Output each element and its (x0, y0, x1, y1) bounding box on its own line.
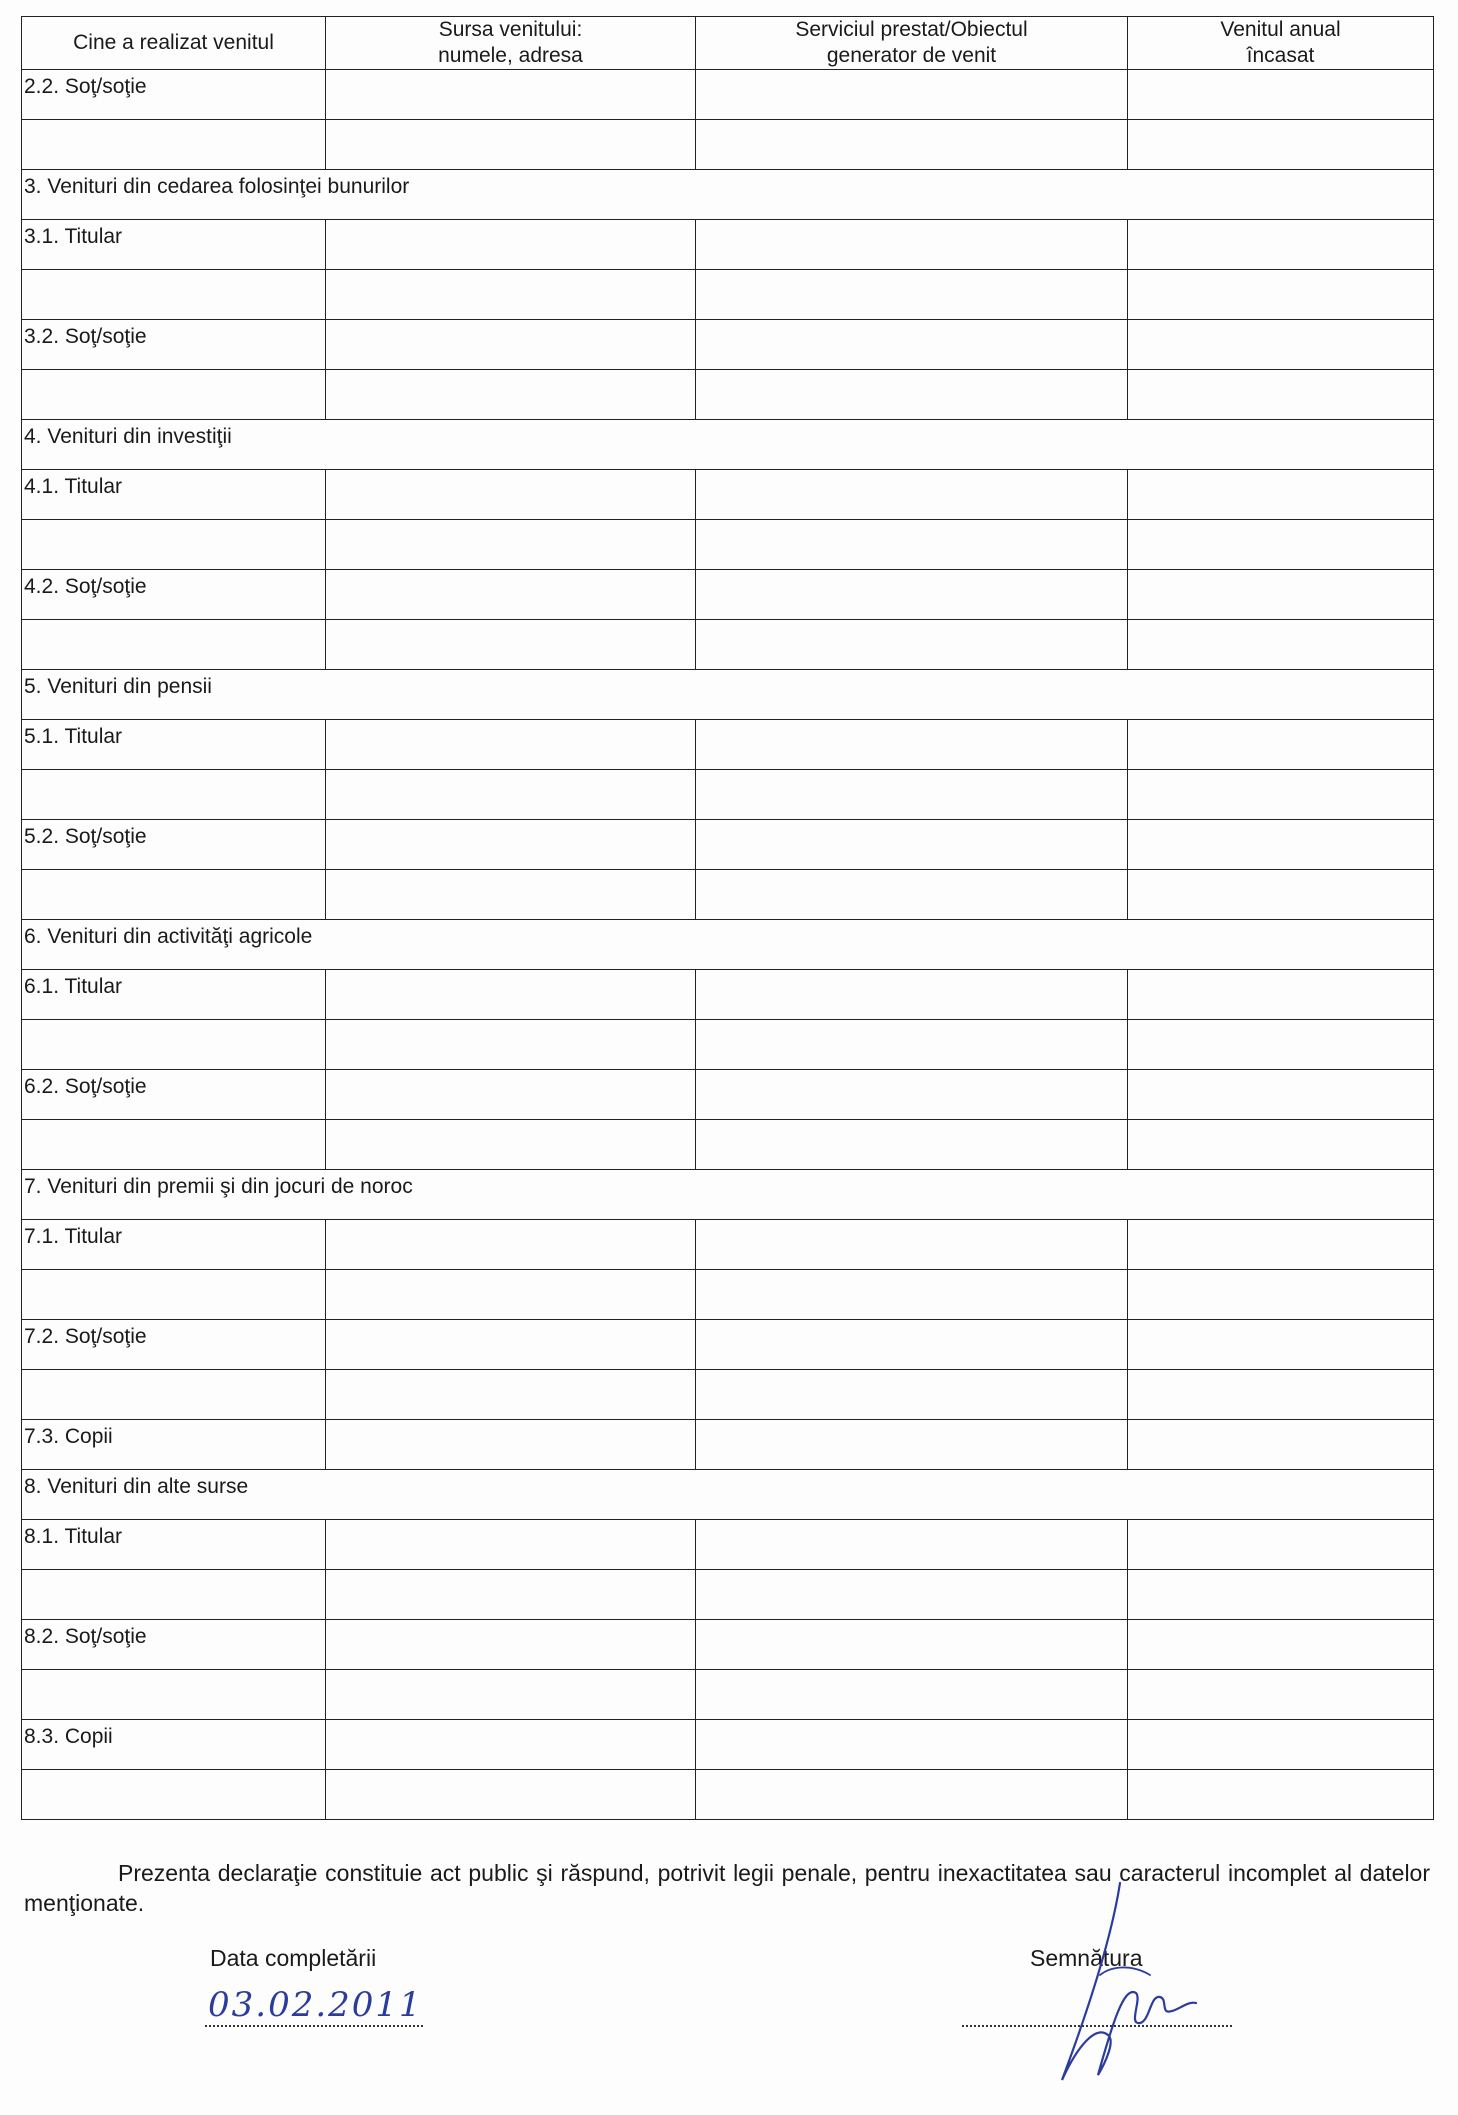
service-cell (696, 1220, 1128, 1270)
source-cell (326, 520, 696, 570)
recipient-label (22, 1770, 325, 1775)
income-cell (1128, 1370, 1434, 1420)
table-row (22, 1670, 1434, 1720)
table-row (22, 820, 1434, 870)
service-cell (696, 1070, 1128, 1120)
recipient-label: 8.2. Soţ/soţie (24, 1625, 147, 1648)
service-cell (696, 1720, 1128, 1770)
recipient-label: 4.1. Titular (24, 475, 123, 498)
service-cell (696, 1370, 1128, 1420)
section-title: 7. Venituri din premii şi din jocuri de noroc (24, 1175, 413, 1198)
income-cell (1128, 820, 1434, 870)
table-row (22, 470, 1434, 520)
section-title: 4. Venituri din investiţii (24, 425, 232, 448)
income-cell (1128, 620, 1434, 670)
income-cell (1128, 1270, 1434, 1320)
source-cell (326, 1520, 696, 1570)
recipient-label (22, 1020, 325, 1025)
column-header-text: Cine a realizat venitul (73, 31, 274, 54)
source-cell (326, 770, 696, 820)
table-row (22, 770, 1434, 820)
source-cell (326, 720, 696, 770)
recipient-label (22, 620, 325, 625)
table-row (22, 970, 1434, 1020)
section-cell (22, 420, 1434, 470)
table-row (22, 1220, 1434, 1270)
service-cell (696, 1320, 1128, 1370)
service-cell (696, 120, 1128, 170)
recipient-label: 6.1. Titular (24, 975, 123, 998)
section-row (22, 670, 1434, 720)
signature-label: Semnătura (1030, 1945, 1143, 1971)
source-cell (326, 1720, 696, 1770)
recipient-cell (22, 1370, 326, 1420)
service-cell (696, 270, 1128, 320)
service-cell (696, 70, 1128, 120)
table-row (22, 1420, 1434, 1470)
table-row (22, 1120, 1434, 1170)
service-cell (696, 1770, 1128, 1820)
income-cell (1128, 120, 1434, 170)
service-cell (696, 620, 1128, 670)
table-header-row (22, 17, 1434, 70)
recipient-cell (22, 270, 326, 320)
service-cell (696, 1270, 1128, 1320)
column-header (1128, 17, 1434, 70)
column-header-text: Serviciul prestat/Obiectul (795, 18, 1028, 41)
service-cell (696, 1520, 1128, 1570)
source-cell (326, 1770, 696, 1820)
recipient-label: 7.1. Titular (24, 1225, 123, 1248)
section-cell (22, 920, 1434, 970)
recipient-cell (22, 320, 326, 370)
source-cell (326, 470, 696, 520)
recipient-cell (22, 870, 326, 920)
recipient-cell (22, 70, 326, 120)
income-cell (1128, 70, 1434, 120)
income-cell (1128, 1720, 1434, 1770)
income-cell (1128, 1620, 1434, 1670)
service-cell (696, 720, 1128, 770)
table-row (22, 620, 1434, 670)
recipient-label (22, 1570, 325, 1575)
income-declaration-table (21, 16, 1434, 1820)
section-row (22, 1470, 1434, 1520)
column-header-text: Sursa venitului: (438, 18, 583, 41)
recipient-label: 8.3. Copii (24, 1725, 113, 1748)
recipient-label (22, 870, 325, 875)
section-title: 3. Venituri din cedarea folosinţei bunurilor (24, 175, 410, 198)
table-row (22, 1320, 1434, 1370)
recipient-label (22, 120, 325, 125)
legal-statement: Prezenta declaraţie constituie act public şi răspund, potrivit legii penale, pentru inexactitatea sau caracterul incomplet al datelor menţionate. (24, 1860, 1430, 1916)
recipient-label (22, 1670, 325, 1675)
service-cell (696, 770, 1128, 820)
income-cell (1128, 1120, 1434, 1170)
section-cell (22, 670, 1434, 720)
table-row (22, 1270, 1434, 1320)
recipient-label (22, 1120, 325, 1125)
recipient-cell (22, 1070, 326, 1120)
source-cell (326, 1070, 696, 1120)
income-cell (1128, 570, 1434, 620)
recipient-label: 5.1. Titular (24, 725, 123, 748)
section-title: 6. Venituri din activităţi agricole (24, 925, 313, 948)
recipient-cell (22, 220, 326, 270)
income-cell (1128, 270, 1434, 320)
table-row (22, 1070, 1434, 1120)
service-cell (696, 1420, 1128, 1470)
table-row (22, 1620, 1434, 1670)
recipient-cell (22, 1020, 326, 1070)
recipient-cell (22, 720, 326, 770)
source-cell (326, 970, 696, 1020)
recipient-label: 6.2. Soţ/soţie (24, 1075, 147, 1098)
recipient-cell (22, 1720, 326, 1770)
recipient-cell (22, 520, 326, 570)
income-cell (1128, 770, 1434, 820)
recipient-label: 4.2. Soţ/soţie (24, 575, 147, 598)
table-row (22, 870, 1434, 920)
section-row (22, 420, 1434, 470)
income-cell (1128, 1420, 1434, 1470)
section-cell (22, 1170, 1434, 1220)
recipient-cell (22, 770, 326, 820)
source-cell (326, 370, 696, 420)
recipient-label (22, 1370, 325, 1375)
table-body (22, 70, 1434, 1820)
table-row (22, 1020, 1434, 1070)
source-cell (326, 270, 696, 320)
income-cell (1128, 970, 1434, 1020)
section-cell (22, 170, 1434, 220)
source-cell (326, 1020, 696, 1070)
service-cell (696, 520, 1128, 570)
service-cell (696, 320, 1128, 370)
recipient-cell (22, 1420, 326, 1470)
table-row (22, 1770, 1434, 1820)
date-label: Data completării (210, 1945, 377, 1971)
recipient-cell (22, 620, 326, 670)
recipient-label: 2.2. Soţ/soţie (24, 75, 147, 98)
service-cell (696, 1570, 1128, 1620)
recipient-cell (22, 120, 326, 170)
recipient-cell (22, 370, 326, 420)
income-cell (1128, 1020, 1434, 1070)
column-header (22, 17, 326, 70)
recipient-label: 7.2. Soţ/soţie (24, 1325, 147, 1348)
table-row (22, 1370, 1434, 1420)
service-cell (696, 1020, 1128, 1070)
recipient-cell (22, 1220, 326, 1270)
source-cell (326, 120, 696, 170)
recipient-label: 7.3. Copii (24, 1425, 113, 1448)
source-cell (326, 1320, 696, 1370)
source-cell (326, 320, 696, 370)
table-row (22, 320, 1434, 370)
section-cell (22, 1470, 1434, 1520)
income-cell (1128, 1070, 1434, 1120)
recipient-cell (22, 970, 326, 1020)
handwritten-signature (1000, 1875, 1200, 2095)
source-cell (326, 1620, 696, 1670)
income-cell (1128, 1570, 1434, 1620)
income-cell (1128, 470, 1434, 520)
recipient-cell (22, 820, 326, 870)
recipient-label (22, 520, 325, 525)
column-header-text: Venitul anual (1220, 18, 1341, 41)
recipient-label: 3.2. Soţ/soţie (24, 325, 147, 348)
source-cell (326, 820, 696, 870)
source-cell (326, 220, 696, 270)
source-cell (326, 1220, 696, 1270)
source-cell (326, 1420, 696, 1470)
recipient-label (22, 770, 325, 775)
table-row (22, 1570, 1434, 1620)
recipient-cell (22, 470, 326, 520)
table-row (22, 570, 1434, 620)
section-row (22, 920, 1434, 970)
table-row (22, 520, 1434, 570)
service-cell (696, 820, 1128, 870)
date-value: 03.02.2011 (208, 1985, 423, 2025)
table-row (22, 220, 1434, 270)
recipient-cell (22, 570, 326, 620)
income-cell (1128, 520, 1434, 570)
recipient-cell (22, 1320, 326, 1370)
recipient-cell (22, 1770, 326, 1820)
recipient-label: 8.1. Titular (24, 1525, 123, 1548)
source-cell (326, 570, 696, 620)
table-row (22, 70, 1434, 120)
source-cell (326, 620, 696, 670)
column-header-text: numele, adresa (438, 44, 583, 67)
recipient-label (22, 270, 325, 275)
service-cell (696, 1620, 1128, 1670)
recipient-cell (22, 1620, 326, 1670)
service-cell (696, 1670, 1128, 1720)
section-title: 8. Venituri din alte surse (24, 1475, 249, 1498)
date-dotted-line (205, 2025, 423, 2027)
income-cell (1128, 1770, 1434, 1820)
recipient-cell (22, 1270, 326, 1320)
table-row (22, 120, 1434, 170)
service-cell (696, 970, 1128, 1020)
source-cell (326, 1670, 696, 1720)
income-cell (1128, 1520, 1434, 1570)
income-cell (1128, 1670, 1434, 1720)
income-cell (1128, 320, 1434, 370)
income-cell (1128, 720, 1434, 770)
service-cell (696, 570, 1128, 620)
service-cell (696, 220, 1128, 270)
section-title: 5. Venituri din pensii (24, 675, 212, 698)
income-cell (1128, 1320, 1434, 1370)
table-row (22, 370, 1434, 420)
recipient-label: 3.1. Titular (24, 225, 123, 248)
recipient-label (22, 370, 325, 375)
income-cell (1128, 220, 1434, 270)
income-cell (1128, 1220, 1434, 1270)
table-row (22, 1520, 1434, 1570)
income-cell (1128, 870, 1434, 920)
service-cell (696, 370, 1128, 420)
recipient-cell (22, 1120, 326, 1170)
table-row (22, 720, 1434, 770)
recipient-label: 5.2. Soţ/soţie (24, 825, 147, 848)
service-cell (696, 870, 1128, 920)
column-header-text: încasat (1246, 44, 1315, 67)
service-cell (696, 470, 1128, 520)
recipient-cell (22, 1570, 326, 1620)
table-row (22, 1720, 1434, 1770)
recipient-cell (22, 1520, 326, 1570)
column-header (326, 17, 696, 70)
column-header-text: generator de venit (826, 44, 997, 67)
income-cell (1128, 370, 1434, 420)
source-cell (326, 70, 696, 120)
source-cell (326, 870, 696, 920)
recipient-cell (22, 1670, 326, 1720)
column-header (696, 17, 1128, 70)
source-cell (326, 1120, 696, 1170)
section-row (22, 170, 1434, 220)
service-cell (696, 1120, 1128, 1170)
source-cell (326, 1570, 696, 1620)
section-row (22, 1170, 1434, 1220)
recipient-label (22, 1270, 325, 1275)
table-row (22, 270, 1434, 320)
source-cell (326, 1370, 696, 1420)
source-cell (326, 1270, 696, 1320)
